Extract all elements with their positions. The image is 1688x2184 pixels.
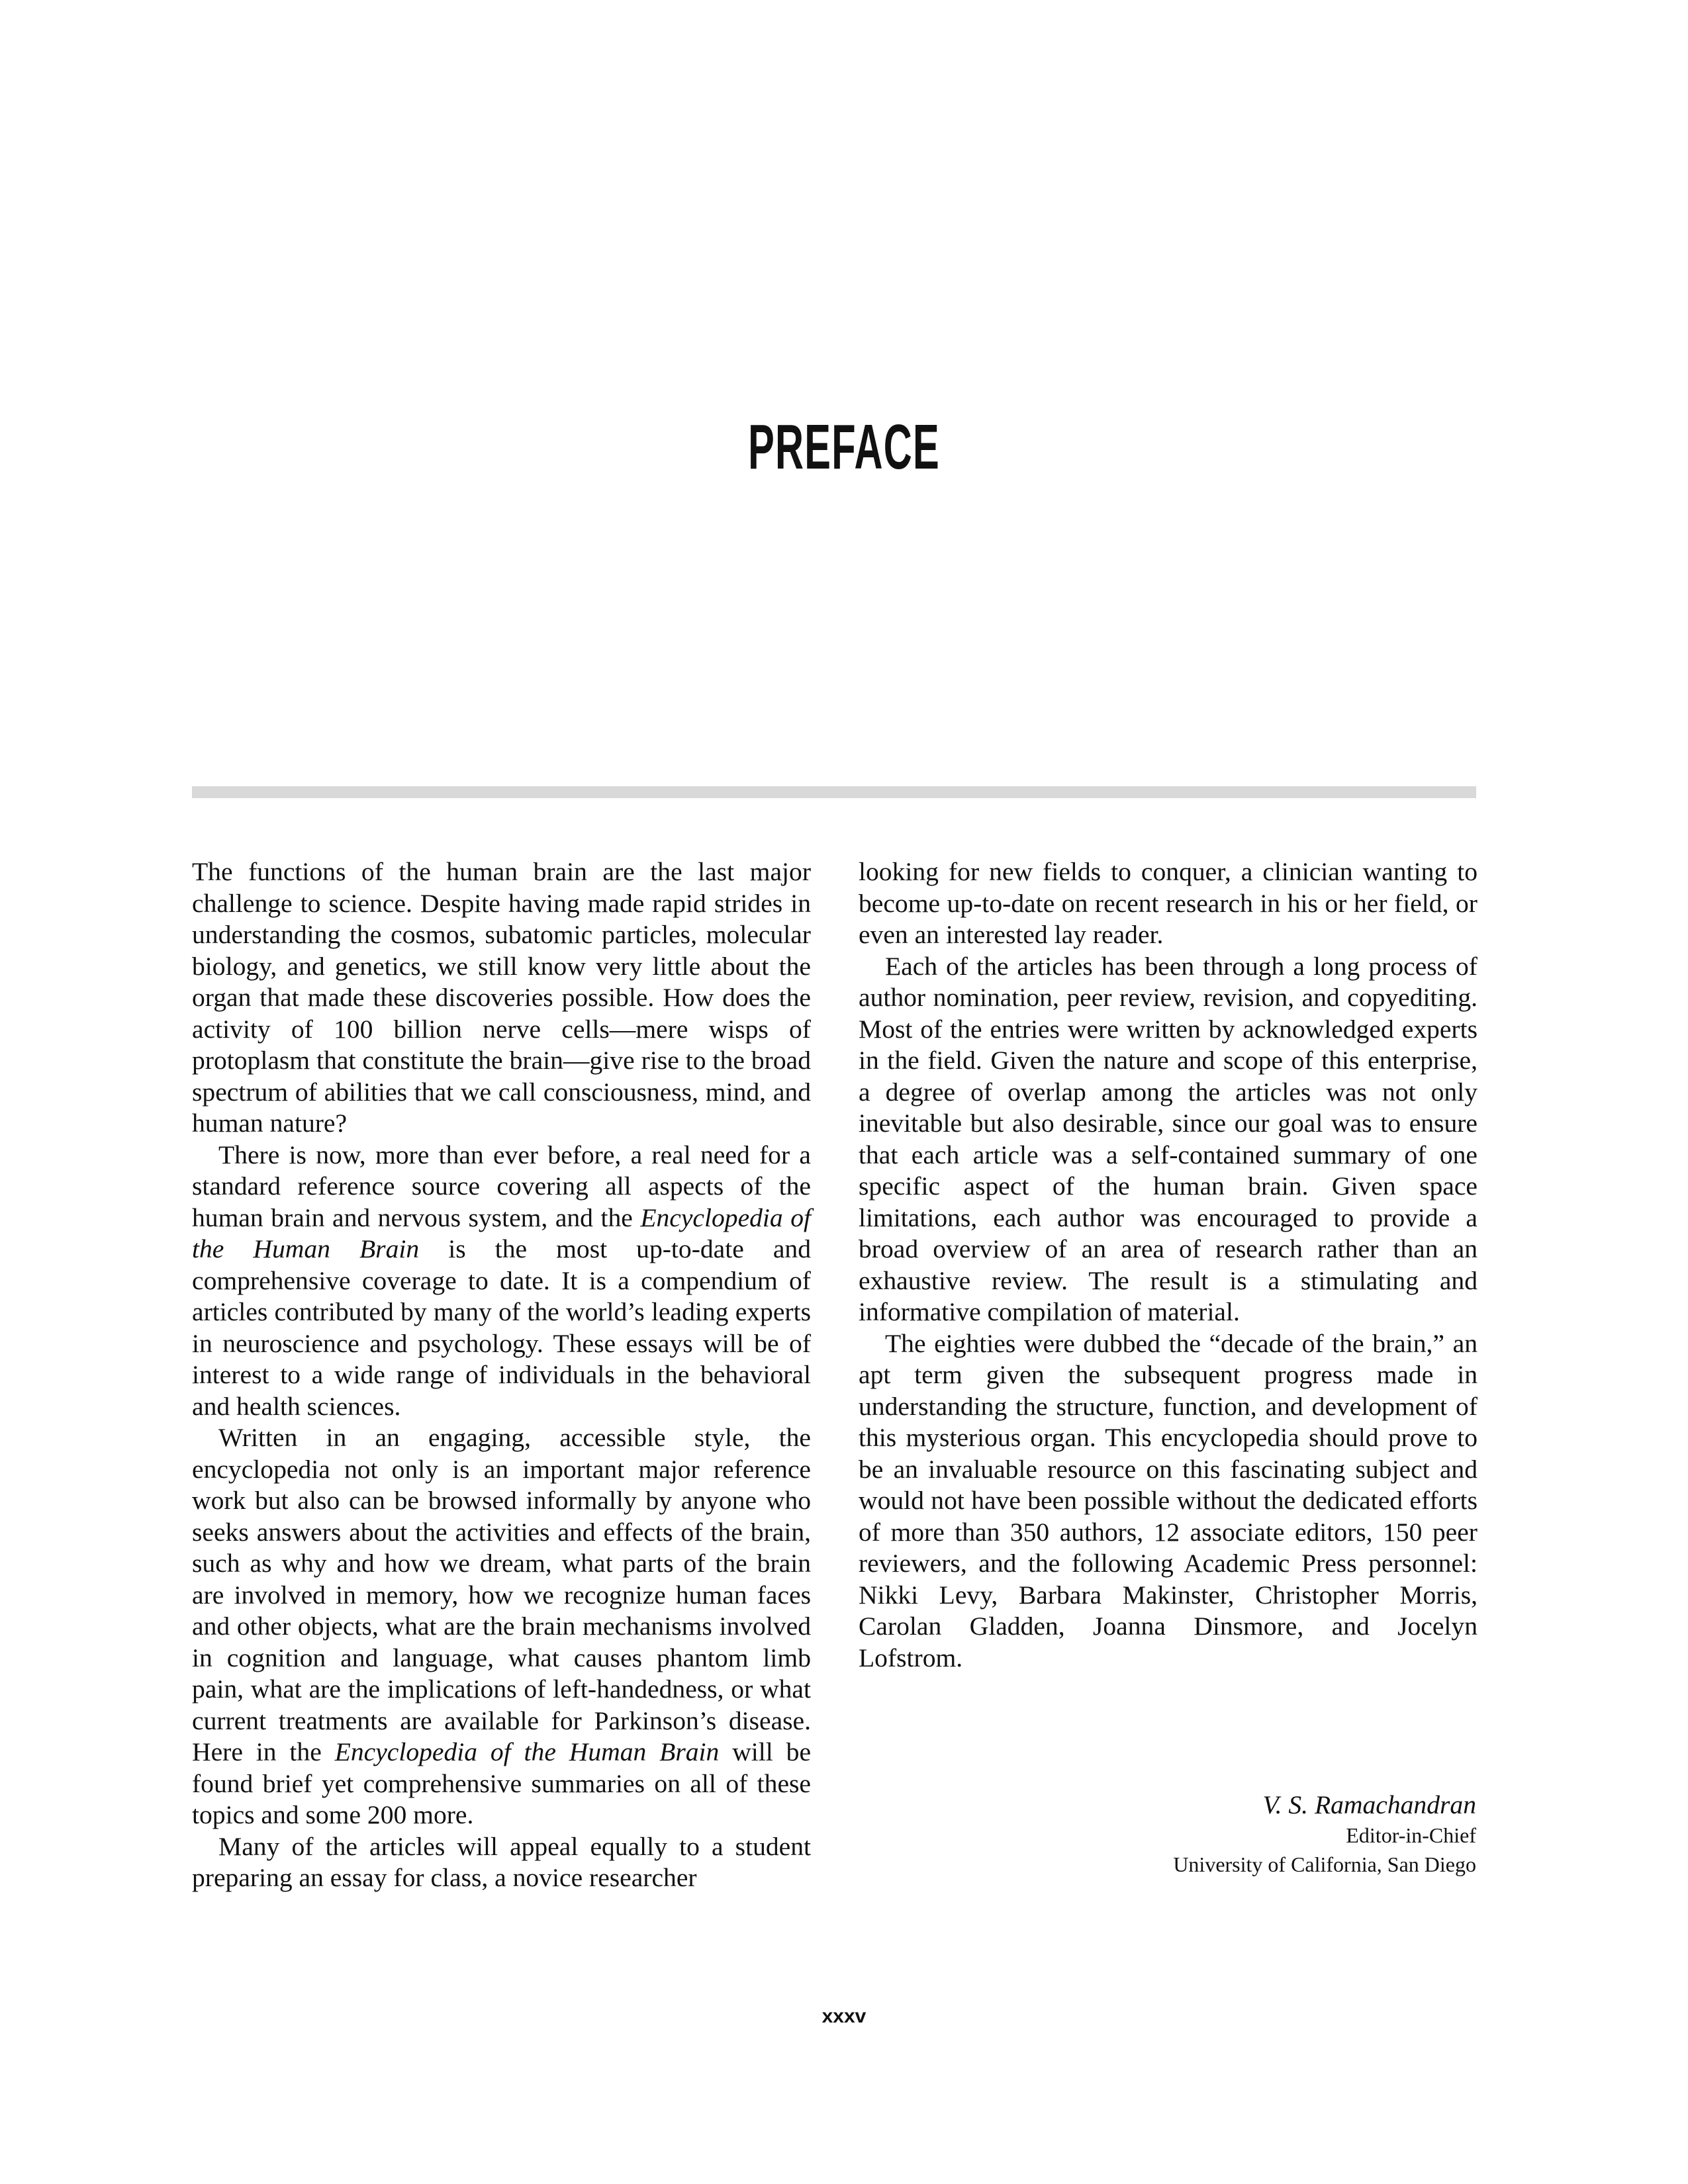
divider-rule bbox=[192, 786, 1476, 798]
author-name: V. S. Ramachandran bbox=[1262, 1790, 1476, 1819]
book-title: Encyclopedia of the Human Brain bbox=[192, 1203, 811, 1263]
author-role: Editor-in-Chief bbox=[1346, 1823, 1476, 1847]
author-affiliation: University of California, San Diego bbox=[1173, 1852, 1476, 1876]
paragraph: Many of the articles will appeal equally to a student preparing an essay for class, a novice researcher bbox=[192, 1831, 811, 1892]
signature-block bbox=[857, 1790, 1476, 1879]
left-column bbox=[192, 856, 811, 1894]
paragraph-text: Written in an engaging, accessible style, the encyclopedia not only is an important major reference work but also can be browsed informally by anyone who seeks answers about the activities and effects of the brain, such as why and how we dream, what parts of the brain are involved in memory, how we recognize human faces and other objects, what are the brain mechanisms involved in cognition and language, what causes phantom limb pain, what are the implications of left-handedness, or what current treatments are available for Parkinson’s disease. Here in the bbox=[192, 1423, 811, 1766]
paragraph bbox=[192, 1422, 811, 1831]
paragraph: The eighties were dubbed the “decade of the brain,” an apt term given the subsequent progress made in understanding the structure, function, and development of this mysterious organ. This encyclopedia should prove to be an invaluable resource on this fascinating subject and would not have been possible without the dedicated efforts of more than 350 authors, 12 associate editors, 150 peer reviewers, and the following Academic Press personnel: Nikki Levy, Barbara Makinster, Christopher Morris, Carolan Gladden, Joanna Dinsmore, and Jocelyn Lofstrom. bbox=[859, 1328, 1477, 1672]
page-number: xxxv bbox=[821, 2005, 867, 2027]
paragraph: looking for new fields to conquer, a clinician wanting to become up-to-date on recent research in his or her field, or even an interested lay reader. bbox=[859, 857, 1477, 949]
book-title: Encyclopedia of the Human Brain bbox=[334, 1737, 720, 1766]
paragraph bbox=[192, 1140, 811, 1423]
paragraph-text: is the most up-to-date and comprehensive coverage to date. It is a compendium of articles contributed by many of the world’s leading experts in neuroscience and psychology. These essays will be of interest to a wide range of individuals in the behavioral and health sciences. bbox=[192, 1234, 812, 1421]
paragraph: The functions of the human brain are the last major challenge to science. Despite having made rapid strides in understanding the cosmos, subatomic particles, molecular biology, and genetics, we still know very little about the organ that made these discoveries possible. How does the activity of 100 billion nerve cells—mere wisps of protoplasm that constitute the brain—give rise to the broad spectrum of abilities that we call consciousness, mind, and human nature? bbox=[192, 857, 811, 1138]
right-column bbox=[859, 856, 1477, 1674]
paragraph-text: There is now, more than ever before, a real need for a standard reference source covering all aspects of the human brain and nervous system, and the bbox=[192, 1140, 811, 1232]
page-title: PREFACE bbox=[748, 412, 940, 482]
paragraph-text: will be found brief yet comprehensive summaries on all of these topics and some 200 more. bbox=[192, 1737, 812, 1829]
paragraph: Each of the articles has been through a long process of author nomination, peer review, revision, and copyediting. Most of the entries were written by acknowledged experts in the field. Given the nature and scope of this enterprise, a degree of overlap among the articles was not only inevitable but also desirable, since our goal was to ensure that each article was a self-contained summary of one specific aspect of the human brain. Given space limitations, each author was encouraged to provide a broad overview of an area of research rather than an exhaustive review. The result is a stimulating and informative compilation of material. bbox=[859, 951, 1477, 1326]
